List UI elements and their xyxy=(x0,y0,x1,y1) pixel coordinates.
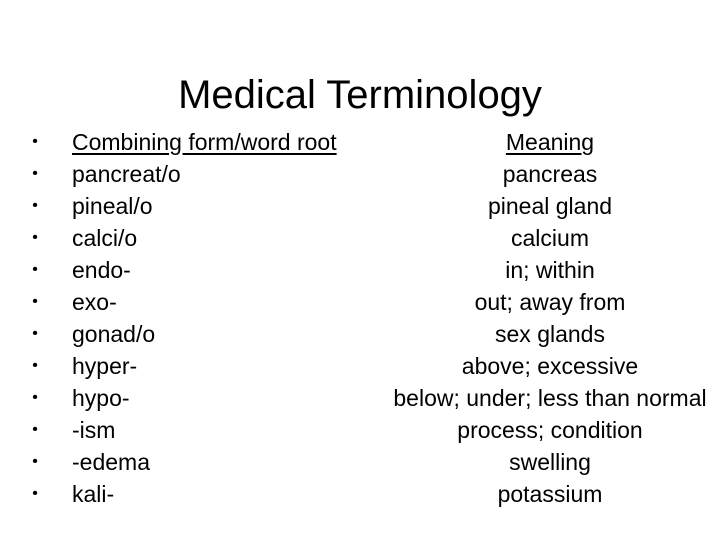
word-root: gonad/o xyxy=(72,321,156,347)
meaning: pancreas xyxy=(502,161,598,187)
list-item xyxy=(0,414,720,446)
list-item xyxy=(0,158,720,190)
list-item xyxy=(0,190,720,222)
header-row xyxy=(0,126,720,158)
bullet-icon: • xyxy=(32,293,38,310)
root-column-header: Combining form/word root xyxy=(72,129,337,155)
bullet-icon: • xyxy=(32,325,38,342)
meaning: out; away from xyxy=(474,289,626,315)
bullet-icon: • xyxy=(32,165,38,182)
list-item xyxy=(0,286,720,318)
list-item xyxy=(0,446,720,478)
list-item xyxy=(0,382,720,414)
word-root: exo- xyxy=(72,289,117,315)
list-item xyxy=(0,222,720,254)
meaning-column-header-text: Meaning xyxy=(505,129,595,155)
bullet-icon: • xyxy=(32,389,38,406)
list-item xyxy=(0,254,720,286)
word-root: endo- xyxy=(72,257,131,283)
meaning-column-header xyxy=(240,126,720,158)
word-root: kali- xyxy=(72,481,115,507)
list-item xyxy=(0,350,720,382)
meaning: above; excessive xyxy=(461,353,639,379)
word-root: hyper- xyxy=(72,353,138,379)
bullet-icon: • xyxy=(32,261,38,278)
bullet-icon: • xyxy=(32,485,38,502)
bullet-icon: • xyxy=(32,229,38,246)
bullet-icon: • xyxy=(32,133,38,150)
meaning: pineal gland xyxy=(487,193,613,219)
meaning: in; within xyxy=(505,257,595,283)
list-item xyxy=(0,478,720,510)
word-root: hypo- xyxy=(72,385,130,411)
word-root: pancreat/o xyxy=(72,161,181,187)
meaning: swelling xyxy=(509,449,591,475)
word-root: pineal/o xyxy=(72,193,153,219)
meaning: calcium xyxy=(511,225,589,251)
list-item xyxy=(0,318,720,350)
bullet-icon: • xyxy=(32,197,38,214)
bullet-icon: • xyxy=(32,453,38,470)
bullet-icon: • xyxy=(32,421,38,438)
meaning: potassium xyxy=(497,481,603,507)
word-root: -ism xyxy=(72,417,116,443)
word-root: -edema xyxy=(72,449,150,475)
meaning: sex glands xyxy=(495,321,605,347)
meaning: process; condition xyxy=(457,417,643,443)
term-list xyxy=(0,126,720,510)
word-root: calci/o xyxy=(72,225,138,251)
slide-title: Medical Terminology xyxy=(178,72,542,117)
meaning: below; under; less than normal xyxy=(393,385,707,411)
bullet-icon: • xyxy=(32,357,38,374)
